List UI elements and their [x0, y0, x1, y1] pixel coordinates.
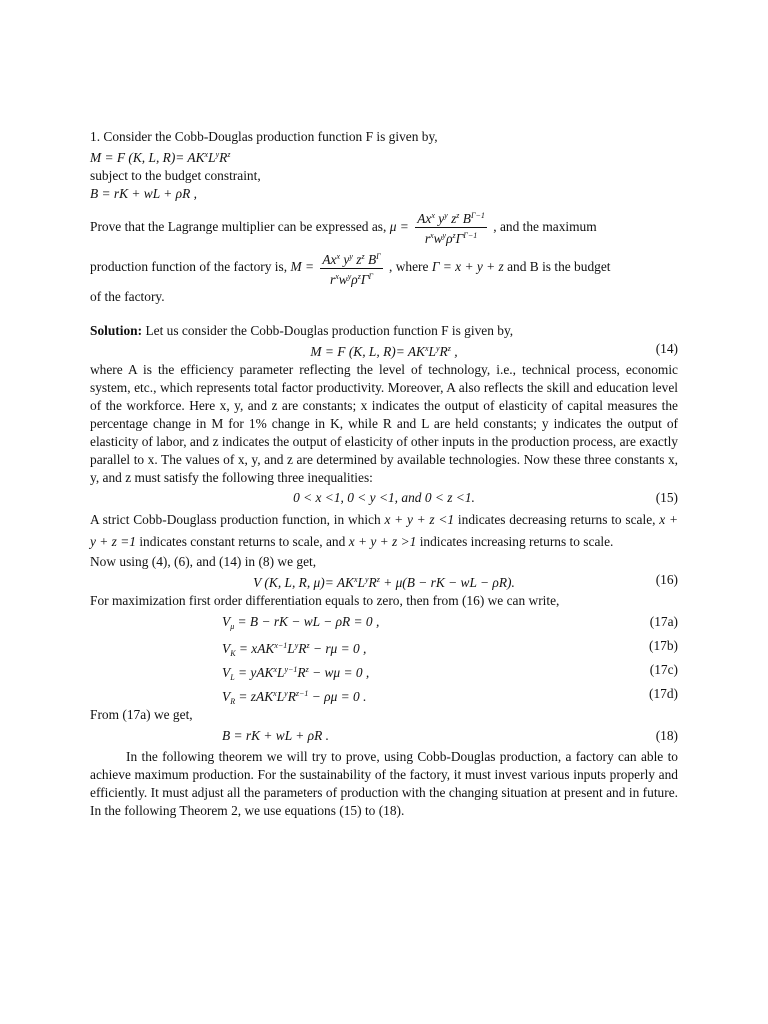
solution-intro-text: Let us consider the Cobb-Douglas production function F is given by, — [145, 322, 514, 338]
solution-paragraph-2 — [90, 509, 678, 553]
para2c: indicates constant returns to scale, and — [139, 533, 346, 549]
para2b: indicates decreasing returns to scale, — [457, 511, 656, 527]
prod-end: of the factory. — [90, 288, 165, 304]
eq-main: M = F (K, L, R)= AK — [90, 150, 205, 165]
prod-mid: , where — [389, 259, 429, 275]
problem-intro: 1. Consider the Cobb-Douglas production function F is given by, — [90, 129, 438, 144]
max-production-statement — [90, 247, 678, 287]
budget-intro: subject to the budget constraint, — [90, 168, 261, 183]
budget-equation: B = rK + wL + ρR , — [90, 186, 197, 201]
equation-17b: $V_K = xAK^{x-1}L^yR^z - r\mu = 0$ , (17b) — [90, 634, 678, 658]
ineq-decreasing: x + y + z <1 — [384, 511, 455, 527]
solution-intro — [90, 322, 678, 340]
lagrange-statement — [90, 207, 678, 247]
solution-label: Solution: — [90, 322, 143, 338]
equation-16: V (K, L, R, $\mu)= AK^xL^yR^z + \mu(B$ − rK − wL − ρR). (16) — [253, 571, 678, 590]
M-lhs: M = — [290, 259, 314, 275]
equation-17c: $V_L = yAK^xL^{y-1}R^z - w\mu = 0$ , (17c) — [90, 658, 678, 682]
eq15-text: 0 < x <1, 0 < y <1, and 0 < z <1. — [293, 489, 475, 505]
eq18-number: (18) — [655, 727, 678, 743]
eq17d-number: (17d) — [648, 685, 678, 701]
para2d: indicates increasing returns to scale. — [419, 533, 614, 549]
M-fraction: $\frac{Ax^x y^y z^z B^\Gamma}{r^xw^y\rho^z\Gamma^\Gamma}$ — [320, 249, 382, 288]
para2a: A strict Cobb-Douglass production function, in which — [90, 511, 381, 527]
paper-page — [90, 128, 678, 820]
solution-paragraph-3: In the following theorem we will try to prove, using Cobb-Douglas production, a factory can able to achieve maximum production. For the sustainability of the factory, it must invest various inputs properly and efficiently. It must adjust all the parameters of production with the changing situation at present and in future. In the following Theorem 2, we use equations (15) to (18). — [90, 748, 678, 818]
equation-17a: $V_\mu = B$ − rK − wL − ρR = 0 , (17a) — [90, 610, 678, 634]
eq14-number: (14) — [655, 340, 678, 356]
eq18-text: B = rK + wL + ρR . — [222, 727, 329, 743]
equation-14: M = F (K, L, $R)= AK^xL^yR^z$ , (14) — [310, 340, 678, 359]
prove-mid: , and the maximum — [493, 219, 597, 234]
gamma-def: Γ = x + y + z — [431, 259, 504, 275]
eq17c-number: (17c) — [649, 661, 678, 677]
equation-18 — [90, 724, 678, 748]
from-17a-text: From (17a) we get, — [90, 706, 193, 722]
eq14-text: M = F (K, L, R)= AK — [310, 343, 425, 359]
mu-fraction: $\frac{Ax^x y^y z^z B^{\Gamma-1}}{r^xw^y\rho^z\Gamma^{\Gamma-1}}$ — [415, 208, 487, 247]
maximization-text: For maximization first order differentiation equals to zero, then from (16) we can write, — [90, 592, 560, 608]
equation-17d: $V_R = zAK^xL^yR^{z-1} - \rho\mu = 0$ . (17d) — [90, 682, 678, 706]
now-using-text: Now using (4), (6), and (14) in (8) we get, — [90, 553, 317, 569]
eq17a-number: (17a) — [649, 613, 678, 629]
ineq-increasing: x + y + z >1 — [348, 533, 417, 549]
prove-pre: Prove that the Lagrange multiplier can be expressed as, — [90, 219, 387, 234]
ineq-constant: x + y + z =1 — [90, 511, 678, 549]
mu-lhs: μ = — [389, 219, 409, 234]
production-function-equation: M = F (K, L, $R)= AK^xL^yR^z$ — [90, 150, 231, 165]
eq17b-number: (17b) — [648, 637, 678, 653]
eq15-number: (15) — [655, 489, 678, 505]
prod-pre: production function of the factory is, — [90, 259, 288, 275]
equation-15 — [90, 489, 678, 507]
eq16-number: (16) — [655, 571, 678, 587]
eq-main-tail: L — [208, 150, 216, 165]
solution-paragraph-1: where A is the efficiency parameter reflecting the level of technology, i.e., technical process, economic system, etc., which represents total factor productivity. Moreover, A also reflects the skill and education level of the workforce. Here x, y, and z are constants; x indicates the output of elasticity of capital measures the percentage change in M for 1% change in K, while R and L are held constants; y indicates the output of elasticity of labor, and z indicates the output of elasticity of other inputs in the production process, are exactly parallel to x. The values of x, y, and z are determined by available technologies. Now these three constants x, y, and z must satisfy the following three inequalities: — [90, 361, 678, 485]
prod-post: and B is the budget — [507, 259, 611, 275]
